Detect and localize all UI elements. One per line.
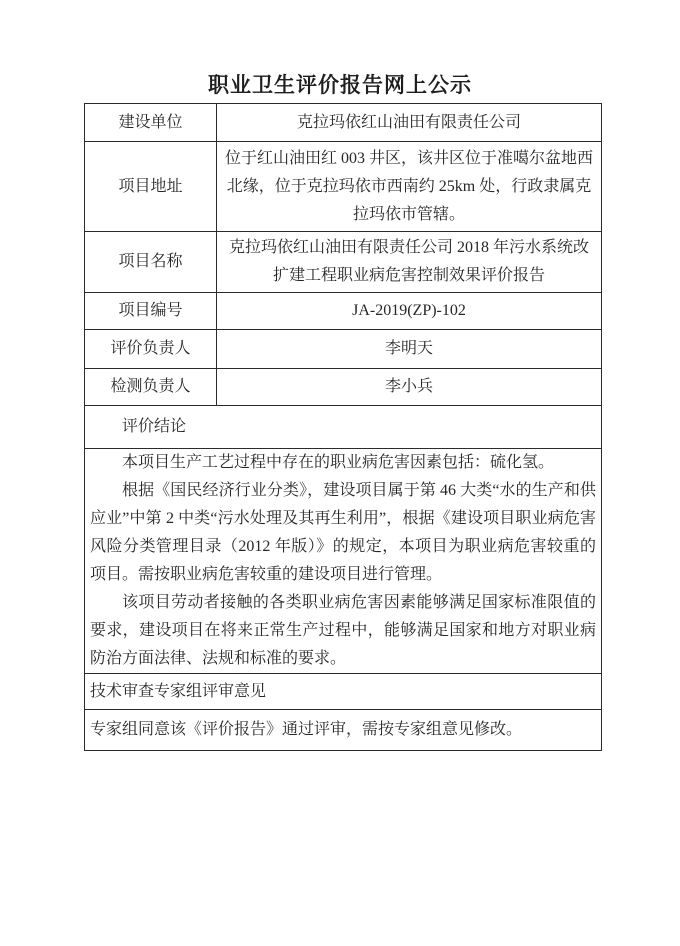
table-row-evaluation-lead [85, 330, 602, 369]
conclusion-body [85, 449, 602, 674]
table-row-testing-lead [85, 369, 602, 406]
field-label-project-address: 项目地址 [85, 142, 217, 232]
page-title: 职业卫生评价报告网上公示 [208, 73, 472, 97]
table-row-expert-review-heading [85, 674, 602, 710]
field-label-project-name: 项目名称 [85, 232, 217, 293]
table-row-expert-review-comment [85, 710, 602, 751]
expert-review-comment: 专家组同意该《评价报告》通过评审，需按专家组意见修改。 [85, 710, 602, 751]
table-row-conclusion-body [85, 449, 602, 674]
table-row-project-name [85, 232, 602, 293]
conclusion-heading: 评价结论 [85, 406, 602, 449]
conclusion-paragraph: 本项目生产工艺过程中存在的职业病危害因素包括：硫化氢。 [122, 454, 555, 471]
field-value-project-address: 位于红山油田红 003 井区，该井区位于准噶尔盆地西北缘，位于克拉玛依市西南约 25km 处，行政隶属克拉玛依市管辖。 [217, 142, 602, 232]
conclusion-paragraph: 根据《国民经济行业分类》，建设项目属于第 46 大类“水的生产和供应业”中第 2 中类“污水处理及其再生利用”，根据《建设项目职业病危害风险分类管理目录（2012 年版）》的规定，本项目为职业病危害较重的项目。需按职业病危害较重的建设项目进行管理。 [90, 482, 596, 583]
table-row-conclusion-heading [85, 406, 602, 449]
table-row-project-number [85, 293, 602, 330]
table-row-construction-unit [85, 104, 602, 142]
field-value-project-number: JA-2019(ZP)-102 [217, 293, 602, 330]
field-label-testing-lead: 检测负责人 [85, 369, 217, 406]
report-table [84, 103, 602, 751]
field-value-evaluation-lead: 李明天 [217, 330, 602, 369]
conclusion-paragraph: 该项目劳动者接触的各类职业病危害因素能够满足国家标准限值的要求，建设项目在将来正常生产过程中，能够满足国家和地方对职业病防治方面法律、法规和标准的要求。 [90, 594, 596, 667]
expert-review-heading: 技术审查专家组评审意见 [85, 674, 602, 710]
field-value-construction-unit: 克拉玛依红山油田有限责任公司 [217, 104, 602, 142]
field-label-evaluation-lead: 评价负责人 [85, 330, 217, 369]
field-label-project-number: 项目编号 [85, 293, 217, 330]
field-label-construction-unit: 建设单位 [85, 104, 217, 142]
table-row-project-address [85, 142, 602, 232]
field-value-testing-lead: 李小兵 [217, 369, 602, 406]
field-value-project-name: 克拉玛依红山油田有限责任公司 2018 年污水系统改扩建工程职业病危害控制效果评价报告 [217, 232, 602, 293]
